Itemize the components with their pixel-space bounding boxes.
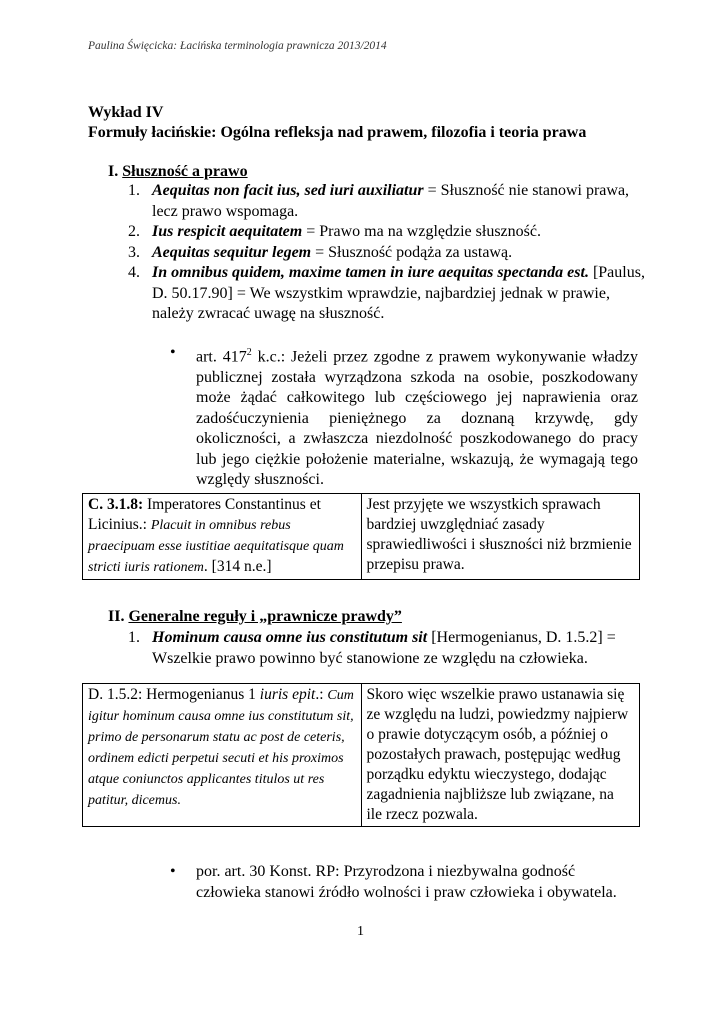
article-ref: art. 417 (196, 348, 247, 366)
quote-ref-tail: .: (315, 686, 328, 703)
list-item (128, 628, 648, 669)
bullet-art-30 (170, 862, 638, 903)
quote-translation-cell (361, 684, 640, 827)
list-item (128, 263, 648, 325)
quote-latin: Cum igitur hominum causa omne ius constitutum sit, primo de personarum statu ac post de ceteris, ordinem edicti perpetui secuti et his proximos atque coniunctos applicantes titulos ut res patitur, dicemus (88, 688, 354, 808)
quote-latin: Placuit in omnibus rebus praecipuam esse iustitiae aequitatisque quam stricti iuris rationem (88, 518, 344, 575)
bullet-icon: • (170, 863, 176, 880)
section-2-title: Generalne reguły i „prawnicze prawdy” (128, 608, 402, 625)
quote-tail: . (177, 793, 181, 808)
list-item (128, 222, 648, 243)
bullet-art-417 (170, 343, 638, 491)
translation: [Paulus, D. 50.17.90] = We wszystkim wprawdzie, najbardziej jednak w prawie, należy zwracać uwagę na słuszność. (152, 264, 645, 322)
section-2-numeral: II. (108, 608, 125, 625)
quote-source-cell (83, 684, 362, 827)
list-item-number: 1. (128, 629, 140, 646)
quote-ref: D. 1.5.2: Hermogenianus 1 (88, 686, 260, 703)
bullet-icon: • (170, 344, 176, 361)
translation: [Hermogenianus, D. 1.5.2] = Wszelkie prawo powinno być stanowione ze względu na człowieka. (152, 629, 616, 667)
quote-table-2 (82, 683, 640, 827)
section-1-title: Słuszność a prawo (122, 163, 248, 180)
translation: = Słuszność nie stanowi prawa, lecz prawo wspomaga. (152, 182, 630, 220)
section-1-numeral: I. (108, 163, 119, 180)
list-item-number: 3. (128, 244, 140, 261)
translation: = Słuszność podąża za ustawą. (311, 244, 513, 261)
list-item-number: 1. (128, 182, 140, 199)
quote-translation: Jest przyjęte we wszystkich sprawach bardziej uwzględniać zasady sprawiedliwości i słuszności niż brzmienie przepisu prawa. (366, 496, 632, 573)
quote-tail: . [314 n.e.] (203, 558, 272, 575)
quote-ref-italic: iuris epit (259, 686, 316, 703)
quote-author: Imperatores Constantinus et Licinius.: (88, 496, 321, 533)
latin-maxim: Hominum causa omne ius constitutum sit (152, 629, 428, 646)
latin-maxim: Aequitas non facit ius, sed iuri auxiliatur (152, 182, 424, 199)
list-item-number: 4. (128, 264, 140, 281)
lecture-title: Wykład IV (88, 104, 164, 121)
list-item-number: 2. (128, 223, 140, 240)
article-sup: 2 (246, 347, 252, 358)
article-text: por. art. 30 Konst. RP: Przyrodzona i niezbywalna godność człowieka stanowi źródło wolności i praw człowieka i obywatela. (196, 863, 617, 901)
quote-source-cell (83, 494, 362, 580)
quote-ref: C. 3.1.8: (88, 496, 144, 513)
article-text: k.c.: Jeżeli przez zgodne z prawem wykonywanie władzy publicznej została wyrządzona szkoda na osobie, poszkodowany może żądać całkowitego lub częściowego jej naprawienia oraz zadośćuczynienia pieniężnego za doznaną krzywdę, gdy okoliczności, a zwłaszcza niezdolność poszkodowanego do pracy lub jego ciężkie położenie materialne, wskazują, że wymagają tego względy słuszności. (196, 348, 638, 489)
page-number: 1 (357, 924, 364, 939)
quote-table-1 (82, 493, 640, 580)
section-2-heading (108, 608, 402, 626)
list-item (128, 243, 648, 264)
lecture-subtitle: Formuły łacińskie: Ogólna refleksja nad prawem, filozofia i teoria prawa (88, 124, 587, 141)
list-item (128, 181, 648, 222)
latin-maxim: Aequitas sequitur legem (152, 244, 312, 261)
latin-maxim: In omnibus quidem, maxime tamen in iure aequitas spectanda est. (152, 264, 589, 281)
translation: = Prawo ma na względzie słuszność. (302, 223, 541, 240)
latin-maxim: Ius respicit aequitatem (152, 223, 303, 240)
quote-translation-cell (361, 494, 640, 580)
section-1-heading (108, 163, 248, 181)
running-header: Paulina Święcicka: Łacińska terminologia prawnicza 2013/2014 (88, 40, 387, 52)
quote-translation: Skoro więc wszelkie prawo ustanawia się ze względu na ludzi, powiedzmy najpierw o prawie dotyczącym osób, a później o pozostałych prawach, postępując według porządku edyktu wieczystego, dodając zagadnienia najbliższe lub związane, na ile rzecz pozwala. (366, 686, 629, 823)
